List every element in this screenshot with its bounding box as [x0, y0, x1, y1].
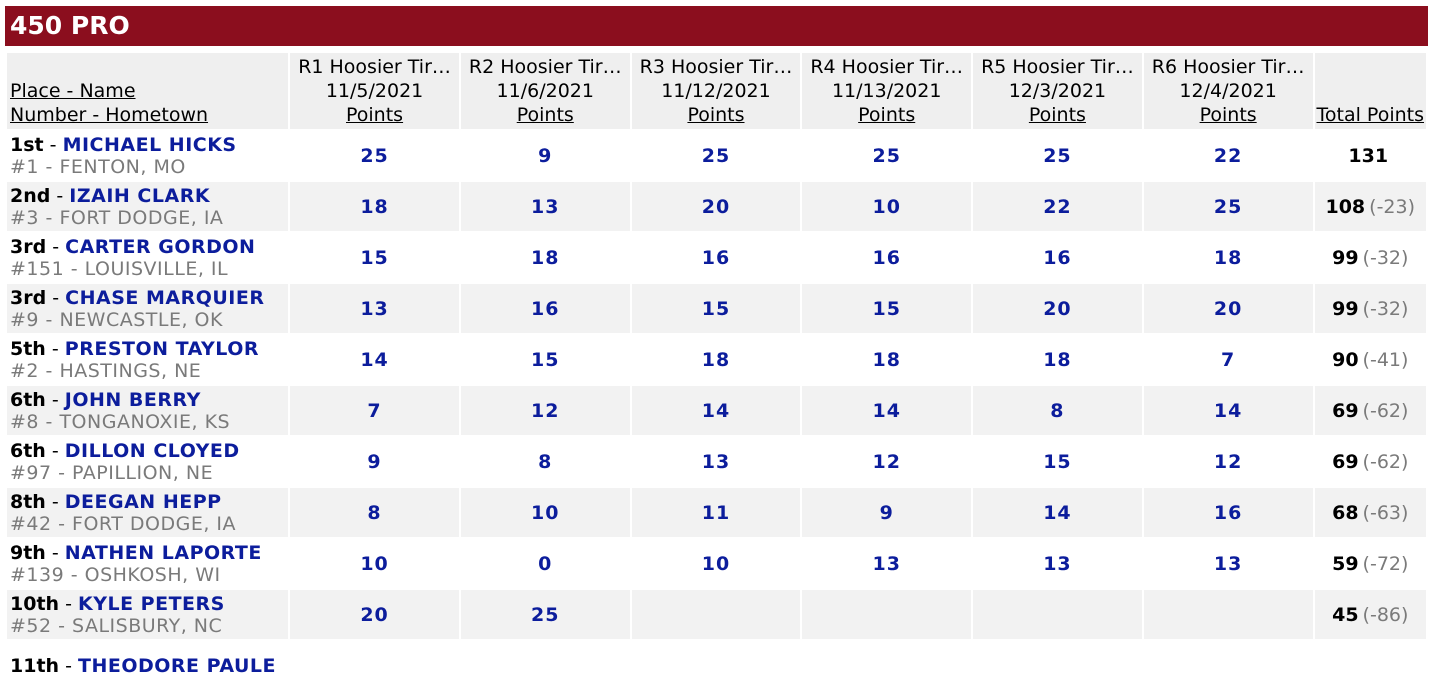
- separator: -: [50, 185, 70, 207]
- separator: -: [59, 655, 78, 677]
- number-hometown: #2 - HASTINGS, NE: [10, 360, 202, 382]
- total-points: 99: [1332, 297, 1359, 320]
- round-1-points: 7: [290, 386, 459, 435]
- round-title: R5 Hoosier Tir…: [981, 56, 1134, 78]
- place-name-header[interactable]: [7, 53, 288, 129]
- table-header-row: [7, 53, 1426, 129]
- round-5-points: 8: [973, 386, 1142, 435]
- separator: -: [45, 440, 65, 462]
- round-3-points: [632, 590, 801, 639]
- total-points: 69: [1332, 450, 1359, 473]
- round-2-points: 8: [461, 437, 630, 486]
- round-2-header: [461, 53, 630, 129]
- rider-cell: [7, 437, 288, 486]
- round-2-points: [461, 641, 630, 690]
- round-6-points: 14: [1144, 386, 1313, 435]
- points-behind: (-23): [1369, 195, 1416, 218]
- place: 5th: [10, 338, 46, 360]
- round-6-points: 22: [1144, 131, 1313, 180]
- round-4-points: 12: [802, 437, 971, 486]
- total-points-cell: [1315, 386, 1427, 435]
- number-hometown: #52 - SALISBURY, NC: [10, 615, 223, 637]
- round-3-points: 25: [632, 131, 801, 180]
- round-3-points: 11: [632, 488, 801, 537]
- round-1-points: 9: [290, 437, 459, 486]
- total-points: 90: [1332, 348, 1359, 371]
- standings-table: [5, 51, 1428, 692]
- round-4-points: 10: [802, 182, 971, 231]
- round-6-points: 16: [1144, 488, 1313, 537]
- rider-cell: [7, 386, 288, 435]
- round-date: 12/3/2021: [1008, 80, 1107, 102]
- round-4-points: 14: [802, 386, 971, 435]
- table-row: [7, 131, 1426, 180]
- table-row: [7, 386, 1426, 435]
- total-points: 45: [1332, 603, 1359, 626]
- round-title: R4 Hoosier Tir…: [810, 56, 964, 78]
- round-5-points: 25: [973, 131, 1142, 180]
- total-points: 59: [1332, 552, 1359, 575]
- round-6-points: [1144, 641, 1313, 690]
- round-date: 11/5/2021: [325, 80, 424, 102]
- place: 8th: [10, 491, 46, 513]
- total-points-cell: [1315, 641, 1427, 690]
- round-title: R6 Hoosier Tir…: [1151, 56, 1305, 78]
- rider-cell: [7, 488, 288, 537]
- table-row: [7, 437, 1426, 486]
- number-hometown: #151 - LOUISVILLE, IL: [10, 258, 229, 280]
- total-points: 99: [1332, 246, 1359, 269]
- points-behind: (-62): [1362, 450, 1409, 473]
- separator: -: [45, 542, 65, 564]
- points-behind: (-63): [1362, 501, 1409, 524]
- rider-cell: [7, 284, 288, 333]
- points-behind: (-32): [1362, 246, 1409, 269]
- place: 9th: [10, 542, 46, 564]
- points-sort-link[interactable]: Points: [1028, 104, 1086, 126]
- rider-name-link[interactable]: KYLE PETERS: [78, 593, 225, 615]
- place: 3rd: [10, 287, 47, 309]
- rider-cell: [7, 539, 288, 588]
- round-2-points: 16: [461, 284, 630, 333]
- total-points: 68: [1332, 501, 1359, 524]
- round-3-points: 10: [632, 539, 801, 588]
- number-hometown-sort-link[interactable]: Number - Hometown: [10, 104, 209, 126]
- round-5-points: 15: [973, 437, 1142, 486]
- round-2-points: 15: [461, 335, 630, 384]
- total-points-cell: [1315, 590, 1427, 639]
- table-row: [7, 488, 1426, 537]
- standings-body: [7, 131, 1426, 690]
- points-behind: (-41): [1362, 348, 1409, 371]
- round-3-points: 18: [632, 335, 801, 384]
- rider-name-link[interactable]: NATHEN LAPORTE: [64, 542, 262, 564]
- rider-cell: [7, 233, 288, 282]
- round-2-points: 25: [461, 590, 630, 639]
- points-sort-link[interactable]: Points: [1199, 104, 1257, 126]
- round-2-points: 13: [461, 182, 630, 231]
- round-4-points: 16: [802, 233, 971, 282]
- round-5-points: 22: [973, 182, 1142, 231]
- round-1-points: 25: [290, 131, 459, 180]
- round-4-points: 9: [802, 488, 971, 537]
- round-6-points: 12: [1144, 437, 1313, 486]
- round-1-points: 14: [290, 335, 459, 384]
- rider-name-link[interactable]: CHASE MARQUIER: [65, 287, 265, 309]
- rider-name-link[interactable]: MICHAEL HICKS: [62, 134, 237, 156]
- round-6-points: 18: [1144, 233, 1313, 282]
- points-behind: (-72): [1362, 552, 1409, 575]
- place: 11th: [10, 655, 60, 677]
- round-5-points: [973, 641, 1142, 690]
- separator: -: [43, 134, 63, 156]
- table-row: [7, 641, 1426, 690]
- table-row: [7, 539, 1426, 588]
- rider-name-link[interactable]: DILLON CLOYED: [64, 440, 240, 462]
- table-row: [7, 233, 1426, 282]
- round-3-header: [632, 53, 801, 129]
- total-points-cell: [1315, 335, 1427, 384]
- round-date: 11/12/2021: [661, 80, 771, 102]
- place: 3rd: [10, 236, 47, 258]
- round-6-header: [1144, 53, 1313, 129]
- rider-name-link[interactable]: PRESTON TAYLOR: [64, 338, 259, 360]
- rider-name-link[interactable]: IZAIH CLARK: [69, 185, 211, 207]
- separator: -: [45, 491, 65, 513]
- separator: -: [46, 236, 66, 258]
- place: 1st: [10, 134, 44, 156]
- round-2-points: 10: [461, 488, 630, 537]
- number-hometown: #139 - OSHKOSH, WI: [10, 564, 221, 586]
- round-6-points: [1144, 590, 1313, 639]
- round-date: 11/6/2021: [496, 80, 594, 102]
- number-hometown: #42 - FORT DODGE, IA: [10, 513, 237, 535]
- total-points-cell: [1315, 182, 1427, 231]
- total-points: 131: [1348, 144, 1389, 167]
- number-hometown: #9 - NEWCASTLE, OK: [10, 309, 223, 331]
- number-hometown: #3 - FORT DODGE, IA: [10, 207, 224, 229]
- points-behind: (-62): [1362, 399, 1409, 422]
- round-5-header: [973, 53, 1142, 129]
- rider-name-link[interactable]: THEODORE PAULE: [78, 655, 276, 677]
- table-row: [7, 284, 1426, 333]
- round-1-points: 20: [290, 590, 459, 639]
- rider-cell: [7, 590, 288, 639]
- points-behind: (-86): [1362, 603, 1409, 626]
- total-points-header[interactable]: [1315, 53, 1427, 129]
- total-points: 69: [1332, 399, 1359, 422]
- class-title: 450 PRO: [5, 6, 1428, 46]
- round-date: 11/13/2021: [831, 80, 942, 102]
- total-points-cell: [1315, 488, 1427, 537]
- round-6-points: 25: [1144, 182, 1313, 231]
- round-3-points: 14: [632, 386, 801, 435]
- place: 10th: [10, 593, 60, 615]
- total-points-cell: [1315, 233, 1427, 282]
- round-5-points: [973, 590, 1142, 639]
- rider-name-link[interactable]: CARTER GORDON: [65, 236, 256, 258]
- separator: -: [45, 338, 65, 360]
- round-5-points: 13: [973, 539, 1142, 588]
- round-4-points: 13: [802, 539, 971, 588]
- round-5-points: 16: [973, 233, 1142, 282]
- points-sort-link[interactable]: Points: [858, 104, 916, 126]
- place: 6th: [10, 440, 46, 462]
- rider-cell: [7, 131, 288, 180]
- points-sort-link[interactable]: Points: [346, 104, 404, 126]
- round-3-points: 15: [632, 284, 801, 333]
- round-4-points: [802, 590, 971, 639]
- round-3-points: 16: [632, 233, 801, 282]
- round-4-points: 25: [802, 131, 971, 180]
- round-3-points: 20: [632, 182, 801, 231]
- rider-name-link[interactable]: DEEGAN HEPP: [64, 491, 222, 513]
- round-date: 12/4/2021: [1179, 80, 1277, 102]
- round-title: R2 Hoosier Tir…: [468, 56, 622, 78]
- round-2-points: 12: [461, 386, 630, 435]
- round-1-points: 15: [290, 233, 459, 282]
- round-4-points: [802, 641, 971, 690]
- place: 2nd: [10, 185, 51, 207]
- total-points: 108: [1325, 195, 1366, 218]
- round-5-points: 18: [973, 335, 1142, 384]
- total-points-cell: [1315, 284, 1427, 333]
- number-hometown: #8 - TONGANOXIE, KS: [10, 411, 231, 433]
- round-5-points: 20: [973, 284, 1142, 333]
- place-name-sort-link[interactable]: Place - Name: [10, 80, 136, 102]
- round-1-header: [290, 53, 459, 129]
- rider-cell: [7, 335, 288, 384]
- number-hometown: #1 - FENTON, MO: [10, 156, 186, 178]
- points-behind: (-32): [1362, 297, 1409, 320]
- separator: -: [45, 389, 65, 411]
- round-1-points: 10: [290, 539, 459, 588]
- round-2-points: 9: [461, 131, 630, 180]
- round-4-points: 15: [802, 284, 971, 333]
- separator: -: [46, 287, 66, 309]
- round-2-points: 18: [461, 233, 630, 282]
- round-title: R1 Hoosier Tir…: [298, 56, 451, 78]
- total-points-sort-link[interactable]: Total Points: [1316, 104, 1424, 126]
- rider-name-link[interactable]: JOHN BERRY: [64, 389, 201, 411]
- round-3-points: [632, 641, 801, 690]
- round-6-points: 7: [1144, 335, 1313, 384]
- table-row: [7, 335, 1426, 384]
- table-row: [7, 590, 1426, 639]
- round-6-points: 13: [1144, 539, 1313, 588]
- round-1-points: [290, 641, 459, 690]
- rider-cell: [7, 641, 288, 690]
- total-points-cell: [1315, 437, 1427, 486]
- round-3-points: 13: [632, 437, 801, 486]
- round-1-points: 18: [290, 182, 459, 231]
- points-sort-link[interactable]: Points: [687, 104, 745, 126]
- rider-cell: [7, 182, 288, 231]
- points-sort-link[interactable]: Points: [516, 104, 574, 126]
- number-hometown: #97 - PAPILLION, NE: [10, 462, 214, 484]
- round-4-header: [802, 53, 971, 129]
- round-6-points: 20: [1144, 284, 1313, 333]
- separator: -: [59, 593, 78, 615]
- table-row: [7, 182, 1426, 231]
- round-5-points: 14: [973, 488, 1142, 537]
- total-points-cell: [1315, 131, 1427, 180]
- round-title: R3 Hoosier Tir…: [639, 56, 793, 78]
- total-points-cell: [1315, 539, 1427, 588]
- round-4-points: 18: [802, 335, 971, 384]
- round-1-points: 8: [290, 488, 459, 537]
- round-2-points: 0: [461, 539, 630, 588]
- place: 6th: [10, 389, 46, 411]
- round-1-points: 13: [290, 284, 459, 333]
